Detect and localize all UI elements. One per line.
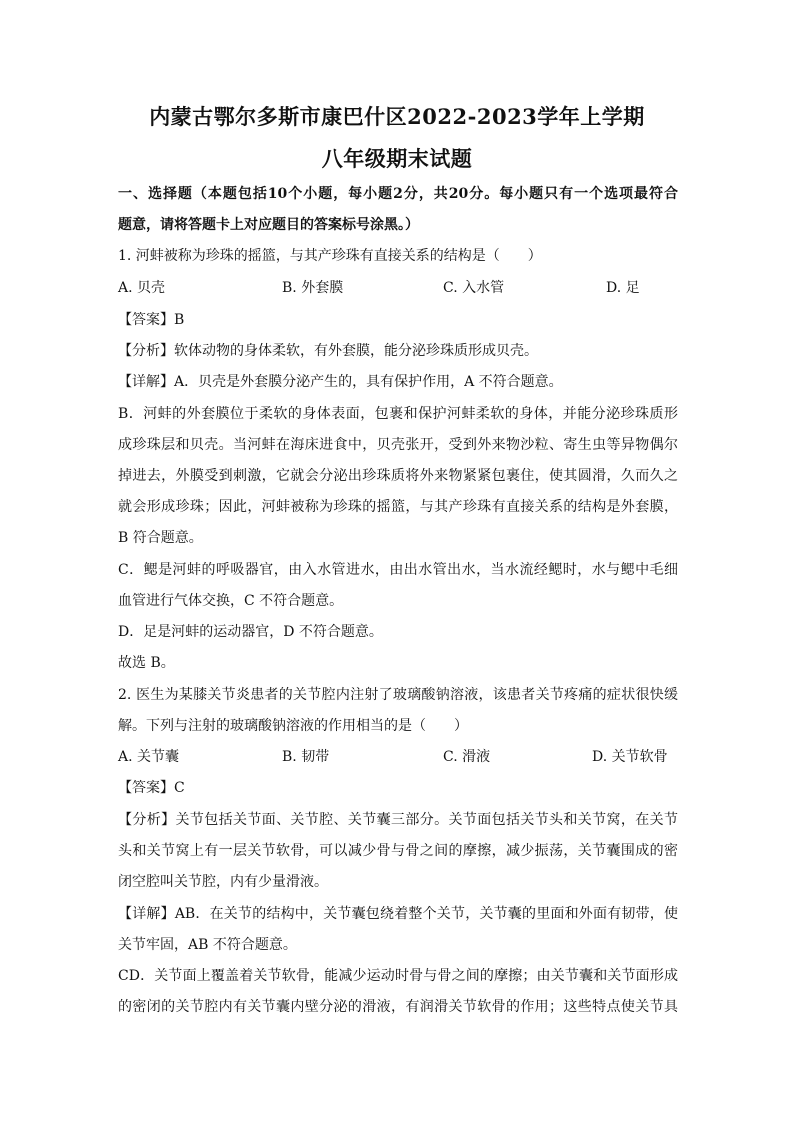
document-subtitle: 八年级期末试题: [321, 146, 473, 171]
q1-answer-value: B: [174, 312, 185, 328]
q2-detail-cd-line-2: 的密闭的关节腔内有关节囊内壁分泌的滑液，有润滑关节软骨的作用；这些特点使关节具: [118, 999, 678, 1015]
q1-detail-b-line-4: 就会形成珍珠；因此，河蚌被称为珍珠的摇篮，与其产珍珠有直接关系的结构是外套膜，: [118, 499, 678, 515]
q2-stem-line-2: 解。下列与注射的玻璃酸钠溶液的作用相当的是（ ）: [118, 718, 468, 734]
q1-detail-c-line-1: C．鳃是河蚌的呼吸器官，由入水管进水，由出水管出水，当水流经鳃时，水与鳃中毛细: [118, 562, 678, 578]
q1-detail-b-line-1: B．河蚌的外套膜位于柔软的身体表面，包裹和保护河蚌柔软的身体，并能分泌珍珠质形: [118, 406, 678, 422]
q1-detail-d: D．足是河蚌的运动器官，D 不符合题意。: [118, 624, 383, 640]
analysis-tag: 【分析】: [118, 812, 176, 828]
q1-option-b: B. 外套膜: [282, 280, 344, 296]
q1-detail-a: [118, 372, 678, 392]
q1-detail-b-line-3: 掉进去，外膜受到刺激，它就会分泌出珍珠质将外来物紧紧包裹住，使其圆滑，久而久之: [118, 468, 678, 484]
q1-analysis-text: 软体动物的身体柔软，有外套膜，能分泌珍珠质形成贝壳。: [174, 343, 538, 359]
document-title: 内蒙古鄂尔多斯市康巴什区2022-2023学年上学期: [149, 104, 645, 129]
q2-detail-ab-text-1: AB．在关节的结构中，关节囊包绕着整个关节，关节囊的里面和外面有韧带，使: [174, 906, 678, 922]
q2-option-a: A. 关节囊: [118, 749, 180, 765]
q2-answer: [118, 778, 678, 798]
q2-detail-ab-line-2: 关节牢固，AB 不符合题意。: [118, 937, 297, 953]
q2-option-c: C. 滑液: [443, 749, 491, 765]
q2-analysis-line-3: 闭空腔叫关节腔，内有少量滑液。: [118, 874, 328, 890]
detail-tag: 【详解】: [118, 906, 175, 922]
q1-detail-c-line-2: 血管进行气体交换，C 不符合题意。: [118, 593, 344, 609]
q2-option-b: B. 韧带: [282, 749, 330, 765]
detail-tag: 【详解】: [118, 374, 174, 390]
answer-tag: 【答案】: [118, 780, 174, 796]
q1-answer: [118, 310, 678, 330]
q1-stem: 1. 河蚌被称为珍珠的摇篮，与其产珍珠有直接关系的结构是（ ）: [118, 248, 542, 264]
analysis-tag: 【分析】: [118, 343, 174, 359]
q2-option-d: D. 关节软骨: [592, 749, 668, 765]
section-heading-line-2: 题意，请将答题卡上对应题目的答案标号涂黑。）: [118, 217, 419, 233]
q2-analysis-text-1: 关节包括关节面、关节腔、关节囊三部分。关节面包括关节头和关节窝，在关节: [175, 812, 678, 828]
q1-detail-b-line-5: B 符合题意。: [118, 530, 203, 546]
q1-analysis: [118, 341, 678, 361]
q1-option-d: D. 足: [606, 280, 640, 296]
q2-detail-cd-line-1: CD．关节面上覆盖着关节软骨，能减少运动时骨与骨之间的摩擦；由关节囊和关节面形成: [118, 968, 678, 984]
q2-analysis-line-1: [118, 810, 678, 830]
q2-analysis-line-2: 头和关节窝上有一层关节软骨，可以减少骨与骨之间的摩擦，减少振荡，关节囊围成的密: [118, 843, 678, 859]
answer-tag: 【答案】: [118, 312, 174, 328]
q1-detail-a-text: A．贝壳是外套膜分泌产生的，具有保护作用，A 不符合题意。: [174, 374, 563, 390]
q1-option-c: C. 入水管: [443, 280, 505, 296]
section-heading-line-1: 一、选择题（本题包括10个小题，每小题2分，共20分。每小题只有一个选项最符合: [118, 186, 678, 202]
q2-answer-value: C: [174, 780, 185, 796]
q2-detail-ab-line-1: [118, 904, 678, 924]
q1-detail-b-line-2: 成珍珠层和贝壳。当河蚌在海床进食中，贝壳张开，受到外来物沙粒、寄生虫等异物偶尔: [118, 437, 678, 453]
q1-conclusion: 故选 B。: [118, 655, 175, 671]
q1-option-a: A. 贝壳: [118, 280, 166, 296]
q2-stem-line-1: 2. 医生为某膝关节炎患者的关节腔内注射了玻璃酸钠溶液，该患者关节疼痛的症状很快缓: [118, 687, 678, 703]
